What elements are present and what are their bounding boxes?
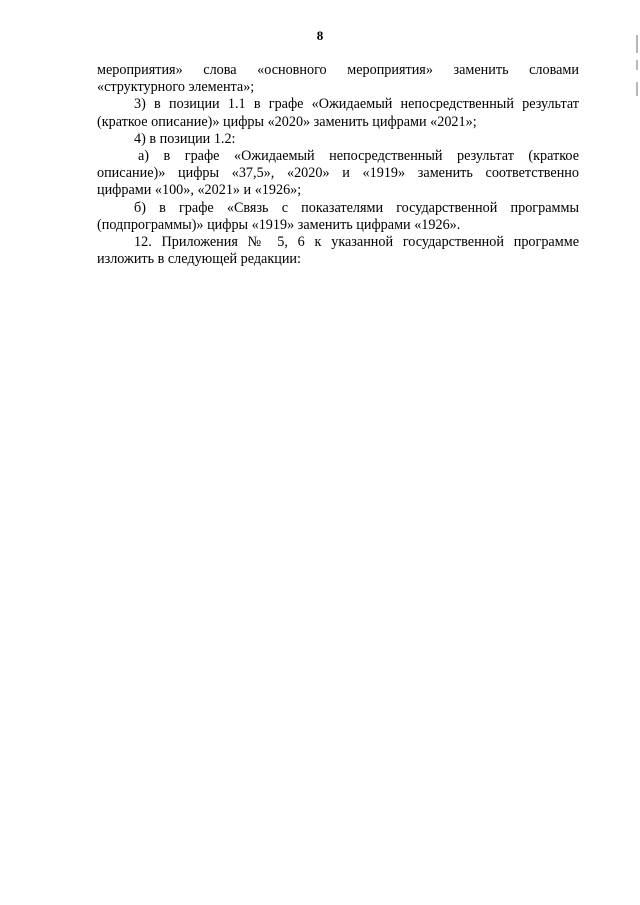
paragraph-continuation <box>97 62 579 96</box>
text-line: (краткое описание)» цифры «2020» заменить цифрами «2021»; <box>97 113 477 130</box>
text-line: 3) в позиции 1.1 в графе «Ожидаемый непосредственный результат <box>134 96 579 113</box>
text-line: б) в графе «Связь с показателями государственной программы <box>134 199 579 216</box>
paragraph-item-12 <box>97 234 579 268</box>
scan-edge-mark <box>636 35 638 53</box>
scan-edge-mark <box>636 82 638 96</box>
text-line: описание)» цифры «37,5», «2020» и «1919» заменить соответственно <box>97 165 579 182</box>
text-line: а) в графе «Ожидаемый непосредственный результат (краткое <box>138 148 579 165</box>
text-line: (подпрограммы)» цифры «1919» заменить цифрами «1926». <box>97 216 461 233</box>
text-line: «структурного элемента»; <box>97 79 255 96</box>
page-number: 8 <box>316 28 324 43</box>
document-body <box>97 62 579 268</box>
paragraph-subitem-a <box>97 148 579 200</box>
paragraph-subitem-b <box>97 200 579 234</box>
paragraph-item-4 <box>97 131 579 148</box>
text-line: 4) в позиции 1.2: <box>134 130 236 147</box>
text-line: 12. Приложения № 5, 6 к указанной государственной программе <box>134 234 579 251</box>
paragraph-item-3 <box>97 96 579 130</box>
text-line: мероприятия» слова «основного мероприятия» заменить словами <box>97 62 579 78</box>
text-line: цифрами «100», «2021» и «1926»; <box>97 182 302 199</box>
scan-edge-mark <box>636 60 638 70</box>
text-line: изложить в следующей редакции: <box>97 251 301 268</box>
